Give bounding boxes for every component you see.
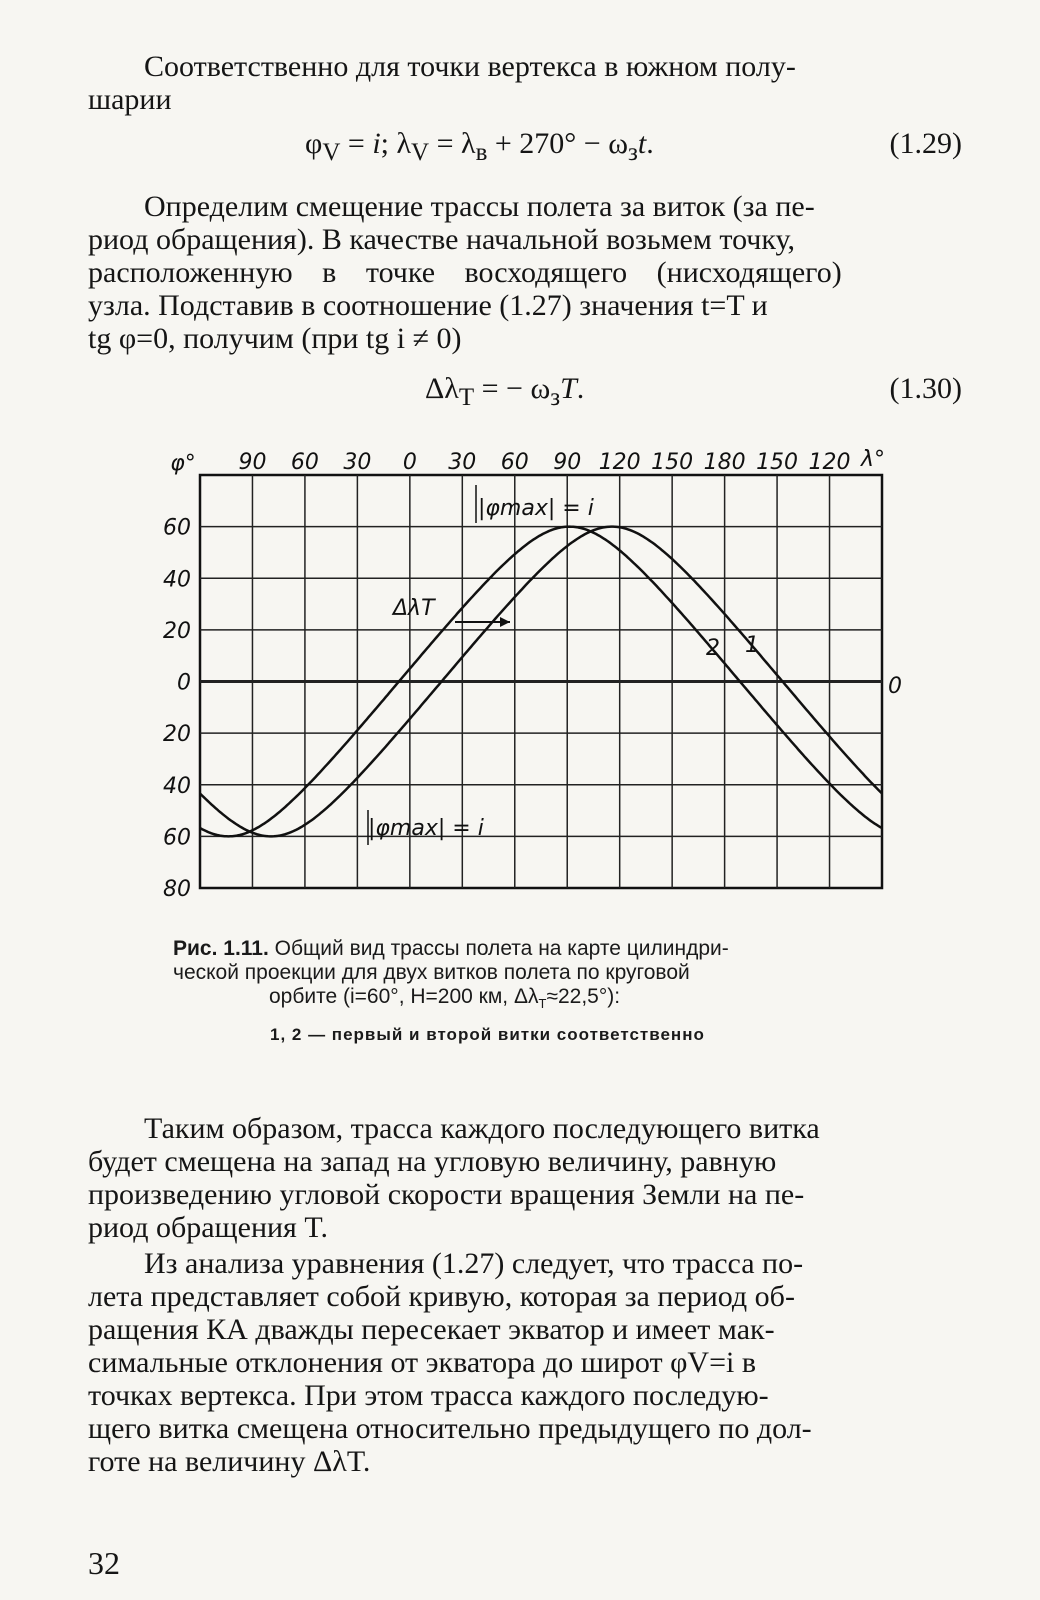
page-number: 32 bbox=[88, 1545, 120, 1581]
paragraph-3-line: Таким образом, трасса каждого последующего витка bbox=[144, 1112, 820, 1145]
x-tick-label: 90 bbox=[238, 450, 267, 475]
curve-label-1: 1 bbox=[745, 633, 759, 658]
y-tick-label: 80 bbox=[163, 877, 191, 902]
x-tick-label: 120 bbox=[598, 450, 641, 475]
paragraph-2-line: расположенную в точке восходящего (нисходящего) bbox=[88, 256, 842, 289]
equator-zero-label: 0 bbox=[888, 674, 902, 699]
paragraph-3-line: произведению угловой скорости вращения Земли на пе- bbox=[88, 1178, 805, 1211]
paragraph-3 bbox=[88, 1112, 960, 1244]
paragraph-2-line: узла. Подставив в соотношение (1.27) значения t=T и bbox=[88, 289, 768, 322]
caption-line: ≈22,5°): bbox=[546, 985, 621, 1008]
caption-line: ческой проекции для двух витков полета по круговой bbox=[173, 961, 690, 984]
paragraph-4-line: точках вертекса. При этом трасса каждого последую- bbox=[88, 1379, 769, 1412]
y-tick-label: 20 bbox=[163, 722, 191, 748]
x-axis-label: λ° bbox=[860, 447, 886, 472]
paragraph-3-line: риод обращения T. bbox=[88, 1211, 328, 1244]
y-tick-label: 40 bbox=[163, 567, 191, 593]
x-tick-label: 60 bbox=[500, 450, 529, 475]
phi-max-top-annotation: |φmax| = i bbox=[478, 496, 594, 521]
x-tick-label: 150 bbox=[651, 450, 694, 475]
paragraph-4-line: готе на величину ΔλT. bbox=[88, 1445, 371, 1478]
equation-1-29: $\varphi_V = i$; $\lambda_V = \lambda_в + 270^\circ - \omega_зt$. bbox=[305, 127, 654, 166]
x-tick-label: 120 bbox=[808, 450, 851, 475]
y-tick-label: 60 bbox=[163, 515, 191, 541]
y-tick-label: 40 bbox=[163, 773, 191, 799]
delta-lambda-arrowhead bbox=[500, 617, 510, 627]
paragraph-4-line: Из анализа уравнения (1.27) следует, что трасса по- bbox=[144, 1247, 804, 1280]
curve-label-2: 2 bbox=[706, 636, 720, 661]
paragraph-2-line: tg φ=0, получим (при tg i ≠ 0) bbox=[88, 322, 462, 355]
y-axis-label: φ° bbox=[170, 451, 196, 476]
x-tick-label: 0 bbox=[402, 450, 417, 475]
paragraph-3-line: будет смещена на запад на угловую величину, равную bbox=[88, 1145, 777, 1178]
x-tick-label: 60 bbox=[290, 450, 319, 475]
paragraph-4 bbox=[88, 1247, 960, 1478]
paragraph-2-line: риод обращения). В качестве начальной возьмем точку, bbox=[88, 223, 796, 256]
x-tick-label: 180 bbox=[703, 450, 746, 475]
paragraph-2-line: Определим смещение трассы полета за виток (за пе- bbox=[144, 190, 815, 223]
paragraph-4-line: симальные отклонения от экватора до широт φV=i в bbox=[88, 1346, 756, 1379]
chart-labels bbox=[163, 447, 902, 902]
y-tick-label: 20 bbox=[163, 618, 191, 644]
paragraph-4-line: щего витка смещена относительно предыдущего по дол- bbox=[88, 1412, 812, 1445]
equation-1-30: $\Delta\lambda_T$ = − $\omega_зT$. bbox=[425, 372, 585, 411]
delta-lambda-annotation: ΔλT bbox=[393, 596, 435, 621]
x-tick-label: 150 bbox=[756, 450, 799, 475]
paragraph-1-line: Соответственно для точки вертекса в южном полу- bbox=[144, 50, 796, 83]
caption-line: орбите (i=60°, H=200 км, Δλ bbox=[269, 985, 539, 1008]
paragraph-4-line: лета представляет собой кривую, которая за период об- bbox=[88, 1280, 795, 1313]
phi-max-bottom-annotation: |φmax| = i bbox=[368, 816, 484, 841]
paragraph-4-line: ращения КА дважды пересекает экватор и имеет мак- bbox=[88, 1313, 775, 1346]
x-tick-label: 30 bbox=[343, 450, 372, 475]
paragraph-1-line: шарии bbox=[88, 83, 172, 116]
caption-line: Общий вид трассы полета на карте цилиндри- bbox=[274, 937, 729, 960]
equation-number-1-29: (1.29) bbox=[889, 127, 962, 160]
figure-caption: Рис. 1.11. Общий вид трассы полета на карте цилиндри- ческой проекции для двух витков полета по круговой орбите (i=60°, H=200 км, $\Delta\lambda_T\approx 22,5^\circ$): bbox=[173, 937, 893, 1016]
equation-number-1-30: (1.30) bbox=[889, 372, 962, 405]
y-tick-label: 60 bbox=[163, 825, 191, 851]
caption-note: 1, 2 — первый и второй витки соответственно bbox=[270, 1025, 705, 1044]
x-tick-label: 90 bbox=[553, 450, 582, 475]
x-tick-label: 30 bbox=[448, 450, 477, 475]
y-tick-label: 0 bbox=[177, 670, 191, 696]
caption-label: Рис. 1.11. bbox=[173, 937, 269, 960]
